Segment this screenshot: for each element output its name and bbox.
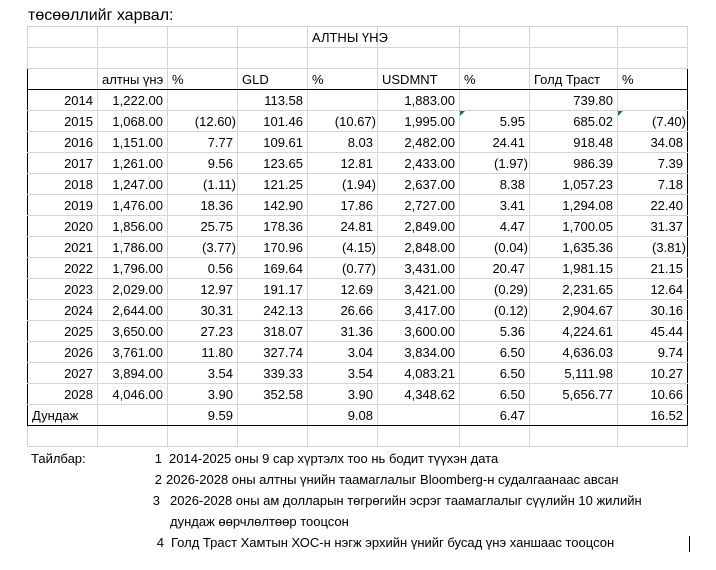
column-header[interactable]: % bbox=[308, 69, 378, 90]
header-row bbox=[28, 69, 688, 90]
value-cell[interactable]: 17.86 bbox=[308, 195, 378, 216]
spreadsheet bbox=[27, 26, 687, 447]
year-cell[interactable]: 2028 bbox=[28, 384, 98, 405]
value-cell[interactable]: 6.50 bbox=[460, 384, 530, 405]
value-cell[interactable]: 24.81 bbox=[308, 216, 378, 237]
value-cell[interactable]: 1,635.36 bbox=[530, 237, 618, 258]
value-cell[interactable]: 24.41 bbox=[460, 132, 530, 153]
column-header[interactable]: USDMNT bbox=[378, 69, 460, 90]
value-cell[interactable]: (0.04) bbox=[460, 237, 530, 258]
note-text: 2014-2025 оны 9 сар хүртэлх тоо нь бодит түүхэн дата bbox=[169, 451, 499, 466]
value-cell[interactable]: 986.39 bbox=[530, 153, 618, 174]
table-row bbox=[28, 342, 688, 363]
value-cell[interactable]: 1,796.00 bbox=[98, 258, 168, 279]
value-cell[interactable]: 121.25 bbox=[238, 174, 308, 195]
value-cell[interactable]: (1.94) bbox=[308, 174, 378, 195]
average-cell[interactable]: 9.08 bbox=[308, 405, 378, 426]
column-header[interactable]: Голд Траст bbox=[530, 69, 618, 90]
value-cell[interactable]: 3.54 bbox=[308, 363, 378, 384]
table-row bbox=[28, 384, 688, 405]
year-cell[interactable]: 2020 bbox=[28, 216, 98, 237]
value-cell[interactable]: 4.47 bbox=[460, 216, 530, 237]
table-row bbox=[28, 195, 688, 216]
table-row bbox=[28, 258, 688, 279]
value-cell[interactable]: 34.08 bbox=[618, 132, 688, 153]
value-cell[interactable]: (3.77) bbox=[168, 237, 238, 258]
value-cell[interactable]: 1,981.15 bbox=[530, 258, 618, 279]
year-cell[interactable]: 2022 bbox=[28, 258, 98, 279]
value-cell[interactable]: 12.97 bbox=[168, 279, 238, 300]
value-cell[interactable]: 31.36 bbox=[308, 321, 378, 342]
value-cell[interactable]: 3,834.00 bbox=[378, 342, 460, 363]
value-cell[interactable]: 7.39 bbox=[618, 153, 688, 174]
table-row bbox=[28, 174, 688, 195]
value-cell[interactable]: (1.11) bbox=[168, 174, 238, 195]
average-row bbox=[28, 405, 688, 426]
value-cell[interactable]: 2,433.00 bbox=[378, 153, 460, 174]
year-cell[interactable]: 2024 bbox=[28, 300, 98, 321]
note-number: 3 bbox=[152, 493, 160, 508]
value-cell[interactable]: 1,294.08 bbox=[530, 195, 618, 216]
year-cell[interactable]: 2023 bbox=[28, 279, 98, 300]
notes-section bbox=[27, 448, 687, 553]
value-cell[interactable]: 1,856.00 bbox=[98, 216, 168, 237]
table-row bbox=[28, 321, 688, 342]
value-cell[interactable]: 5.95 bbox=[460, 111, 530, 132]
table-row bbox=[28, 132, 688, 153]
value-cell[interactable]: 2,904.67 bbox=[530, 300, 618, 321]
value-cell[interactable]: 27.23 bbox=[168, 321, 238, 342]
value-cell[interactable]: 169.64 bbox=[238, 258, 308, 279]
table-row bbox=[28, 279, 688, 300]
value-cell[interactable]: 31.37 bbox=[618, 216, 688, 237]
year-cell[interactable]: 2014 bbox=[28, 90, 98, 111]
column-header[interactable]: % bbox=[168, 69, 238, 90]
value-cell[interactable]: 2,482.00 bbox=[378, 132, 460, 153]
value-cell[interactable]: 1,247.00 bbox=[98, 174, 168, 195]
value-cell[interactable]: 1,883.00 bbox=[378, 90, 460, 111]
note-number: 4 bbox=[156, 535, 164, 550]
value-cell[interactable]: 4,224.61 bbox=[530, 321, 618, 342]
value-cell[interactable]: 142.90 bbox=[238, 195, 308, 216]
value-cell[interactable]: (7.40) bbox=[618, 111, 688, 132]
blank-row bbox=[28, 426, 688, 447]
table-row bbox=[28, 300, 688, 321]
column-header[interactable]: алтны үнэ bbox=[98, 69, 168, 90]
column-header[interactable]: GLD bbox=[238, 69, 308, 90]
value-cell[interactable]: 339.33 bbox=[238, 363, 308, 384]
value-cell[interactable]: (0.12) bbox=[460, 300, 530, 321]
value-cell[interactable]: 1,700.05 bbox=[530, 216, 618, 237]
average-label[interactable]: Дундаж bbox=[28, 405, 98, 426]
value-cell[interactable]: 1,476.00 bbox=[98, 195, 168, 216]
text-cursor bbox=[689, 536, 690, 552]
table-row bbox=[28, 237, 688, 258]
table-row bbox=[28, 363, 688, 384]
note-number: 2 bbox=[154, 472, 162, 487]
value-cell[interactable]: 327.74 bbox=[238, 342, 308, 363]
value-cell[interactable] bbox=[308, 90, 378, 111]
note-text: дундаж өөрчлөлтөөр тооцсон bbox=[170, 514, 349, 529]
table-title[interactable]: АЛТНЫ ҮНЭ bbox=[308, 27, 378, 48]
value-cell[interactable]: (1.97) bbox=[460, 153, 530, 174]
note-text: 2026-2028 оны алтны үнийн таамаглалыг Bloomberg-н судалгаанаас авсан bbox=[166, 472, 619, 487]
value-cell[interactable]: 318.07 bbox=[238, 321, 308, 342]
value-cell[interactable]: 3,417.00 bbox=[378, 300, 460, 321]
value-cell[interactable]: 3,421.00 bbox=[378, 279, 460, 300]
blank-row bbox=[28, 48, 688, 69]
value-cell[interactable]: 9.74 bbox=[618, 342, 688, 363]
value-cell[interactable]: 2,029.00 bbox=[98, 279, 168, 300]
year-cell[interactable]: 2015 bbox=[28, 111, 98, 132]
year-cell[interactable]: 2019 bbox=[28, 195, 98, 216]
value-cell[interactable]: 113.58 bbox=[238, 90, 308, 111]
value-cell[interactable]: 22.40 bbox=[618, 195, 688, 216]
value-cell[interactable]: 5,656.77 bbox=[530, 384, 618, 405]
value-cell[interactable]: 4,636.03 bbox=[530, 342, 618, 363]
note-row-1 bbox=[27, 448, 687, 469]
value-cell[interactable]: 6.50 bbox=[460, 363, 530, 384]
gold-price-table bbox=[27, 26, 688, 447]
value-cell[interactable]: 3.54 bbox=[168, 363, 238, 384]
average-cell[interactable] bbox=[378, 405, 460, 426]
value-cell[interactable]: 2,849.00 bbox=[378, 216, 460, 237]
value-cell[interactable]: 1,261.00 bbox=[98, 153, 168, 174]
cell-indicator-icon bbox=[460, 111, 465, 116]
value-cell[interactable]: (0.77) bbox=[308, 258, 378, 279]
value-cell[interactable]: 30.31 bbox=[168, 300, 238, 321]
value-cell[interactable]: 2,727.00 bbox=[378, 195, 460, 216]
value-cell[interactable]: 178.36 bbox=[238, 216, 308, 237]
value-cell[interactable]: 4,348.62 bbox=[378, 384, 460, 405]
value-cell[interactable]: 1,222.00 bbox=[98, 90, 168, 111]
value-cell[interactable]: 30.16 bbox=[618, 300, 688, 321]
value-cell[interactable]: 739.80 bbox=[530, 90, 618, 111]
value-cell[interactable]: 7.77 bbox=[168, 132, 238, 153]
year-cell[interactable]: 2025 bbox=[28, 321, 98, 342]
value-cell[interactable]: 101.46 bbox=[238, 111, 308, 132]
value-cell[interactable]: 2,637.00 bbox=[378, 174, 460, 195]
value-cell[interactable]: 3,761.00 bbox=[98, 342, 168, 363]
year-cell[interactable]: 2017 bbox=[28, 153, 98, 174]
year-cell[interactable]: 2016 bbox=[28, 132, 98, 153]
value-cell[interactable]: 4,046.00 bbox=[98, 384, 168, 405]
value-cell[interactable] bbox=[460, 90, 530, 111]
value-cell[interactable]: (4.15) bbox=[308, 237, 378, 258]
value-cell[interactable]: 170.96 bbox=[238, 237, 308, 258]
table-row bbox=[28, 90, 688, 111]
value-cell[interactable]: 10.27 bbox=[618, 363, 688, 384]
year-cell[interactable]: 2027 bbox=[28, 363, 98, 384]
value-cell[interactable]: 123.65 bbox=[238, 153, 308, 174]
value-cell[interactable]: 1,786.00 bbox=[98, 237, 168, 258]
value-cell[interactable]: 918.48 bbox=[530, 132, 618, 153]
value-cell[interactable]: 191.17 bbox=[238, 279, 308, 300]
value-cell[interactable]: 2,231.65 bbox=[530, 279, 618, 300]
value-cell[interactable]: 8.38 bbox=[460, 174, 530, 195]
value-cell[interactable]: (3.81) bbox=[618, 237, 688, 258]
note-text: 2026-2028 оны ам долларын төгрөгийн эсрэг таамаглалыг сүүлийн 10 жилийн bbox=[170, 493, 642, 508]
title-row bbox=[28, 27, 688, 48]
note-text: Голд Траст Хамтын ХОС-н нэгж эрхийн үнийг бусад үнэ ханшаас тооцсон bbox=[171, 535, 615, 550]
value-cell[interactable]: 5,111.98 bbox=[530, 363, 618, 384]
value-cell[interactable]: 3,431.00 bbox=[378, 258, 460, 279]
value-cell[interactable]: 3,600.00 bbox=[378, 321, 460, 342]
value-cell[interactable]: 7.18 bbox=[618, 174, 688, 195]
value-cell[interactable]: 685.02 bbox=[530, 111, 618, 132]
cell-indicator-icon bbox=[618, 111, 623, 116]
value-cell[interactable]: 4,083.21 bbox=[378, 363, 460, 384]
average-cell[interactable] bbox=[98, 405, 168, 426]
page-heading: төсөөллийг харвал: bbox=[28, 7, 174, 24]
year-cell[interactable]: 2026 bbox=[28, 342, 98, 363]
value-cell[interactable] bbox=[168, 90, 238, 111]
value-cell[interactable]: 20.47 bbox=[460, 258, 530, 279]
value-cell[interactable]: 12.69 bbox=[308, 279, 378, 300]
table-row bbox=[28, 111, 688, 132]
value-cell[interactable]: 1,995.00 bbox=[378, 111, 460, 132]
value-cell[interactable]: 12.81 bbox=[308, 153, 378, 174]
value-cell[interactable]: 3.90 bbox=[168, 384, 238, 405]
value-cell[interactable]: 25.75 bbox=[168, 216, 238, 237]
value-cell[interactable]: 18.36 bbox=[168, 195, 238, 216]
value-cell[interactable]: 26.66 bbox=[308, 300, 378, 321]
value-cell[interactable]: 3,650.00 bbox=[98, 321, 168, 342]
value-cell[interactable]: 2,644.00 bbox=[98, 300, 168, 321]
note-number: 1 bbox=[154, 451, 162, 466]
value-cell[interactable]: (10.67) bbox=[308, 111, 378, 132]
value-cell[interactable]: (12.60) bbox=[168, 111, 238, 132]
table-row bbox=[28, 153, 688, 174]
note-row-3-cont bbox=[27, 511, 687, 532]
value-cell[interactable]: 12.64 bbox=[618, 279, 688, 300]
note-row-3 bbox=[27, 490, 687, 511]
column-header[interactable]: % bbox=[460, 69, 530, 90]
value-cell[interactable]: 2,848.00 bbox=[378, 237, 460, 258]
average-cell[interactable]: 16.52 bbox=[618, 405, 688, 426]
value-cell[interactable]: 3,894.00 bbox=[98, 363, 168, 384]
year-cell[interactable]: 2021 bbox=[28, 237, 98, 258]
value-cell[interactable]: 21.15 bbox=[618, 258, 688, 279]
value-cell[interactable]: 109.61 bbox=[238, 132, 308, 153]
average-cell[interactable]: 9.59 bbox=[168, 405, 238, 426]
year-cell[interactable]: 2018 bbox=[28, 174, 98, 195]
value-cell[interactable]: 352.58 bbox=[238, 384, 308, 405]
note-row-2 bbox=[27, 469, 687, 490]
value-cell[interactable]: 5.36 bbox=[460, 321, 530, 342]
value-cell[interactable]: 3.90 bbox=[308, 384, 378, 405]
notes-label: Тайлбар: bbox=[31, 451, 86, 466]
note-row-4 bbox=[27, 532, 687, 553]
value-cell[interactable]: 1,057.23 bbox=[530, 174, 618, 195]
value-cell[interactable]: (0.29) bbox=[460, 279, 530, 300]
value-cell[interactable]: 1,151.00 bbox=[98, 132, 168, 153]
average-cell[interactable] bbox=[238, 405, 308, 426]
value-cell[interactable]: 11.80 bbox=[168, 342, 238, 363]
value-cell[interactable]: 0.56 bbox=[168, 258, 238, 279]
value-cell[interactable]: 1,068.00 bbox=[98, 111, 168, 132]
average-cell[interactable] bbox=[530, 405, 618, 426]
value-cell[interactable]: 10.66 bbox=[618, 384, 688, 405]
value-cell[interactable]: 9.56 bbox=[168, 153, 238, 174]
value-cell[interactable]: 3.04 bbox=[308, 342, 378, 363]
value-cell[interactable] bbox=[618, 90, 688, 111]
value-cell[interactable]: 8.03 bbox=[308, 132, 378, 153]
value-cell[interactable]: 45.44 bbox=[618, 321, 688, 342]
table-row bbox=[28, 216, 688, 237]
value-cell[interactable]: 6.50 bbox=[460, 342, 530, 363]
column-header[interactable]: % bbox=[618, 69, 688, 90]
column-header[interactable] bbox=[28, 69, 98, 90]
average-cell[interactable]: 6.47 bbox=[460, 405, 530, 426]
value-cell[interactable]: 242.13 bbox=[238, 300, 308, 321]
value-cell[interactable]: 3.41 bbox=[460, 195, 530, 216]
